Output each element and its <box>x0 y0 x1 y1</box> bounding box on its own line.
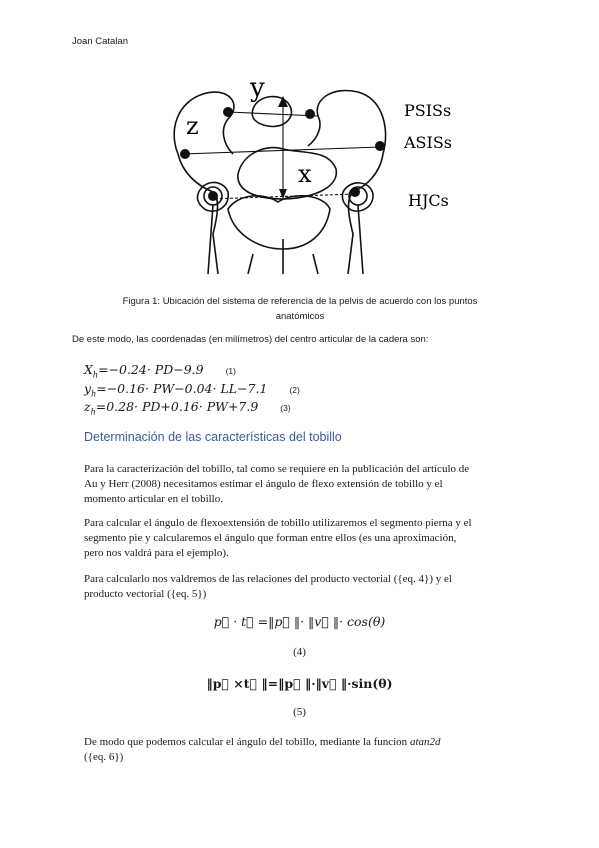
paragraph-line: Para calcularlo nos valdremos de las relaciones del producto vectorial ({eq. 4}) y el <box>84 573 452 585</box>
function-name: atan2d <box>409 736 441 748</box>
pelvis-diagram <box>158 74 458 274</box>
paragraph-line <box>84 735 524 750</box>
psis-line <box>228 112 318 116</box>
paragraph-line: pero nos valdrá para el ejemplo). <box>84 547 229 559</box>
equation-yh <box>84 381 300 399</box>
hjc-label: HJCs <box>408 191 449 210</box>
equation-sub: h <box>90 407 96 417</box>
equation-expr: =−0.24· PD−9.9 <box>98 362 204 377</box>
psis-label: PSISs <box>404 101 452 120</box>
pelvic-inlet <box>238 148 336 199</box>
equation-var: z <box>84 399 91 414</box>
equation-sub: h <box>92 370 99 380</box>
paragraph-line: producto vectorial ({eq. 5}) <box>84 588 207 600</box>
equation-xh <box>84 362 236 380</box>
x-axis-label: x <box>298 160 312 188</box>
equation-number: (3) <box>280 403 291 413</box>
figure-caption-line1: Figura 1: Ubicación del sistema de referencia de la pelvis de acuerdo con los puntos <box>122 296 478 307</box>
equation-sub: h <box>91 389 97 399</box>
paragraph-line: ({eq. 6}) <box>84 751 124 763</box>
section-heading: Determinación de las características del tobillo <box>84 430 342 444</box>
paragraph-line: Au y Herr (2008) necesitamos estimar el ángulo de flexo extensión de tobillo y el <box>84 478 443 490</box>
asis-label: ASISs <box>404 133 453 152</box>
paragraph-1 <box>84 462 524 507</box>
paragraph-text: De modo que podemos calcular el ángulo del tobillo, mediante la funcion <box>84 736 410 748</box>
intro-text: De este modo, las coordenadas (en milímetros) del centro articular de la cadera son: <box>72 334 429 345</box>
z-axis-label: z <box>186 112 199 140</box>
equation-var: X <box>84 362 93 377</box>
left-hjc-point <box>208 191 218 201</box>
equation-number: (1) <box>225 366 236 376</box>
paragraph-line: Para calcular el ángulo de flexoextensión de tobillo utilizaremos el segmento pierna y el <box>84 517 472 529</box>
left-iliac-wing <box>174 92 234 154</box>
y-axis-label: y <box>250 74 265 103</box>
formula-4-number: (4) <box>293 646 306 658</box>
right-iliac-wing <box>308 91 386 154</box>
figure-caption <box>100 294 500 324</box>
equation-expr: =−0.16· PW−0.04· LL−7.1 <box>96 381 268 396</box>
paragraph-line: Para la caracterización del tobillo, tal como se requiere en la publicación del artículo de <box>84 463 470 475</box>
left-asis-point <box>180 149 190 159</box>
equation-var: y <box>84 381 92 396</box>
paragraph-4 <box>84 735 524 765</box>
paragraph-2 <box>84 516 524 561</box>
right-hjc-point <box>350 187 360 197</box>
paragraph-line: segmento pie y calcularemos el ángulo que forman entre ellos (es una aproximación, <box>84 532 457 544</box>
right-psis-point <box>305 109 315 119</box>
formula-5: ‖p⃗ ×t⃗ ‖=‖p⃗ ‖·‖v⃗ ‖·sin(θ) <box>206 676 393 691</box>
right-asis-point <box>375 141 385 151</box>
formula-4: p⃗ · t⃗ =‖p⃗ ‖· ‖v⃗ ‖· cos(θ) <box>213 614 386 629</box>
formula-5-number: (5) <box>293 706 306 718</box>
pelvis-figure <box>158 74 458 274</box>
equation-zh <box>84 399 291 417</box>
page-header-author: Joan Catalan <box>72 36 128 47</box>
left-psis-point <box>223 107 233 117</box>
paragraph-line: momento articular en el tobillo. <box>84 493 223 505</box>
paragraph-3 <box>84 572 524 602</box>
figure-caption-line2: anatómicos <box>275 311 325 322</box>
obturator-region <box>228 196 330 249</box>
equation-expr: =0.28· PD+0.16· PW+7.9 <box>95 399 259 414</box>
equation-number: (2) <box>289 385 300 395</box>
